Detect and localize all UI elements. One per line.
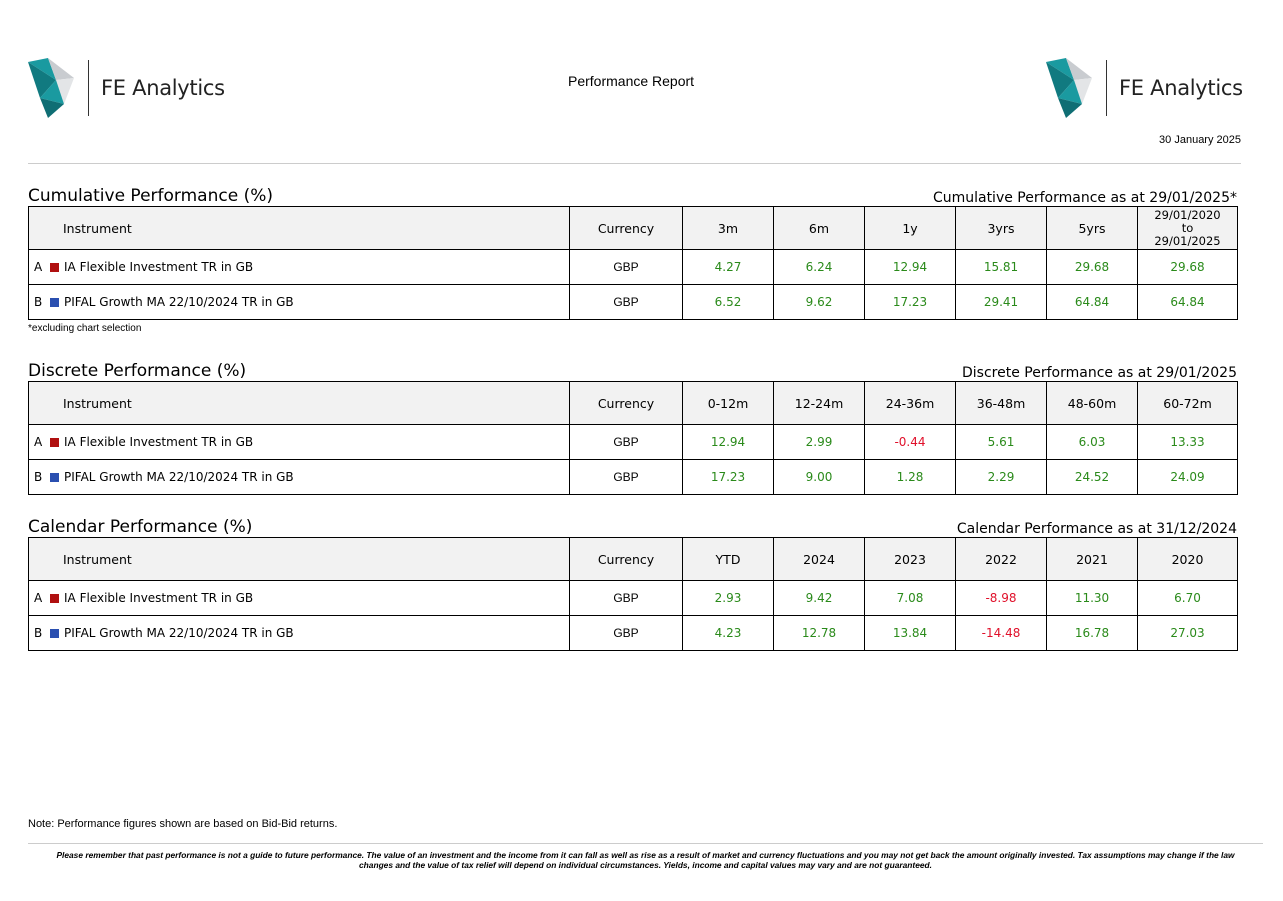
value-cell: 16.78 bbox=[1047, 616, 1138, 651]
col-period: 12-24m bbox=[774, 382, 865, 425]
section-title: Calendar Performance (%) bbox=[28, 517, 253, 537]
value-cell: 29.68 bbox=[1047, 250, 1138, 285]
value-cell: 13.33 bbox=[1138, 425, 1238, 460]
value-cell: 6.52 bbox=[683, 285, 774, 320]
brand-name: FE Analytics bbox=[1119, 76, 1243, 100]
section-as-at: Cumulative Performance as at 29/01/2025* bbox=[932, 190, 1237, 206]
brand-name: FE Analytics bbox=[101, 76, 225, 100]
col-period: 0-12m bbox=[683, 382, 774, 425]
calendar-table bbox=[28, 537, 1238, 651]
value-cell: 15.81 bbox=[956, 250, 1047, 285]
value-cell: 2.93 bbox=[683, 581, 774, 616]
report-date: 30 January 2025 bbox=[1159, 134, 1241, 146]
col-period: 3yrs bbox=[956, 207, 1047, 250]
brand-logo-right bbox=[1044, 58, 1243, 118]
discrete-table bbox=[28, 381, 1238, 495]
col-currency: Currency bbox=[570, 207, 683, 250]
value-cell: 6.70 bbox=[1138, 581, 1238, 616]
table-header-row bbox=[29, 538, 1238, 581]
table-row bbox=[29, 616, 1238, 651]
instrument-name: IA Flexible Investment TR in GB bbox=[64, 591, 254, 605]
value-cell: 2.29 bbox=[956, 460, 1047, 495]
series-color-swatch bbox=[50, 298, 59, 307]
value-cell: 27.03 bbox=[1138, 616, 1238, 651]
fe-analytics-logo-icon bbox=[26, 58, 78, 118]
col-instrument: Instrument bbox=[29, 207, 570, 250]
brand-logo-left bbox=[26, 58, 225, 118]
instrument-cell bbox=[29, 581, 570, 616]
value-cell: 7.08 bbox=[865, 581, 956, 616]
disclaimer-line-1: Please remember that past performance is not a guide to future performance. The value of an investment and the income from it can fall as well as rise as a result of market and currency fluctuations and you may not get back the amount originally invested. Tax assumptions may change if the law bbox=[56, 850, 1235, 860]
value-cell: 13.84 bbox=[865, 616, 956, 651]
instrument-cell bbox=[29, 425, 570, 460]
discrete-section bbox=[28, 361, 1237, 495]
table-row bbox=[29, 250, 1238, 285]
col-instrument: Instrument bbox=[29, 538, 570, 581]
table-row bbox=[29, 460, 1238, 495]
instrument-name: PIFAL Growth MA 22/10/2024 TR in GB bbox=[64, 470, 294, 484]
report-title: Performance Report bbox=[568, 73, 695, 89]
col-instrument: Instrument bbox=[29, 382, 570, 425]
value-cell: -0.44 bbox=[865, 425, 956, 460]
value-cell: 5.61 bbox=[956, 425, 1047, 460]
currency-cell: GBP bbox=[570, 616, 683, 651]
col-period: 2022 bbox=[956, 538, 1047, 581]
value-cell: 6.03 bbox=[1047, 425, 1138, 460]
col-period: 1y bbox=[865, 207, 956, 250]
instrument-cell bbox=[29, 616, 570, 651]
table-header-row bbox=[29, 382, 1238, 425]
value-cell: 4.27 bbox=[683, 250, 774, 285]
col-period: 5yrs bbox=[1047, 207, 1138, 250]
header-divider bbox=[28, 163, 1241, 164]
col-period: 36-48m bbox=[956, 382, 1047, 425]
logo-divider bbox=[88, 60, 89, 116]
col-period: 48-60m bbox=[1047, 382, 1138, 425]
instrument-cell bbox=[29, 460, 570, 495]
series-letter: B bbox=[34, 470, 43, 484]
series-letter: A bbox=[34, 260, 43, 274]
col-period: 24-36m bbox=[865, 382, 956, 425]
currency-cell: GBP bbox=[570, 460, 683, 495]
table-row bbox=[29, 285, 1238, 320]
instrument-cell bbox=[29, 250, 570, 285]
footer-divider bbox=[28, 843, 1263, 844]
value-cell: 29.68 bbox=[1138, 250, 1238, 285]
value-cell: 24.09 bbox=[1138, 460, 1238, 495]
value-cell: 9.42 bbox=[774, 581, 865, 616]
value-cell: -14.48 bbox=[956, 616, 1047, 651]
col-period: 2021 bbox=[1047, 538, 1138, 581]
value-cell: 1.28 bbox=[865, 460, 956, 495]
col-period: 6m bbox=[774, 207, 865, 250]
custom-period-from: 29/01/2020 bbox=[1154, 207, 1221, 222]
value-cell: 12.94 bbox=[865, 250, 956, 285]
value-cell: 17.23 bbox=[865, 285, 956, 320]
value-cell: 9.00 bbox=[774, 460, 865, 495]
col-period: 2024 bbox=[774, 538, 865, 581]
value-cell: 4.23 bbox=[683, 616, 774, 651]
instrument-name: IA Flexible Investment TR in GB bbox=[64, 260, 254, 274]
series-color-swatch bbox=[50, 438, 59, 447]
value-cell: 6.24 bbox=[774, 250, 865, 285]
series-letter: B bbox=[34, 626, 43, 640]
table-row bbox=[29, 425, 1238, 460]
value-cell: 11.30 bbox=[1047, 581, 1138, 616]
table-header-row bbox=[29, 207, 1238, 250]
section-title: Discrete Performance (%) bbox=[28, 361, 247, 381]
currency-cell: GBP bbox=[570, 581, 683, 616]
fe-analytics-logo-icon bbox=[1044, 58, 1096, 118]
value-cell: 12.94 bbox=[683, 425, 774, 460]
section-as-at: Calendar Performance as at 31/12/2024 bbox=[956, 521, 1237, 537]
logo-divider bbox=[1106, 60, 1107, 116]
series-letter: A bbox=[34, 591, 43, 605]
value-cell: 64.84 bbox=[1138, 285, 1238, 320]
col-currency: Currency bbox=[570, 382, 683, 425]
col-period: 3m bbox=[683, 207, 774, 250]
value-cell: 12.78 bbox=[774, 616, 865, 651]
value-cell: -8.98 bbox=[956, 581, 1047, 616]
series-color-swatch bbox=[50, 629, 59, 638]
series-color-swatch bbox=[50, 594, 59, 603]
table-row bbox=[29, 581, 1238, 616]
instrument-name: PIFAL Growth MA 22/10/2024 TR in GB bbox=[64, 626, 294, 640]
disclaimer-line-2: changes and the value of tax relief will depend on individual circumstances. Yields, income and capital values may vary and are not guaranteed. bbox=[359, 859, 932, 870]
returns-note: Note: Performance figures shown are based on Bid-Bid returns. bbox=[28, 818, 338, 830]
currency-cell: GBP bbox=[570, 425, 683, 460]
cumulative-section bbox=[28, 186, 1237, 334]
cumulative-table bbox=[28, 206, 1238, 320]
series-letter: A bbox=[34, 435, 43, 449]
section-as-at: Discrete Performance as at 29/01/2025 bbox=[962, 365, 1237, 381]
footnote: *excluding chart selection bbox=[28, 323, 142, 334]
col-period: 2020 bbox=[1138, 538, 1238, 581]
section-title: Cumulative Performance (%) bbox=[28, 186, 273, 206]
value-cell: 24.52 bbox=[1047, 460, 1138, 495]
col-currency: Currency bbox=[570, 538, 683, 581]
col-period: 2023 bbox=[865, 538, 956, 581]
value-cell: 2.99 bbox=[774, 425, 865, 460]
col-period: 60-72m bbox=[1138, 382, 1238, 425]
currency-cell: GBP bbox=[570, 285, 683, 320]
series-color-swatch bbox=[50, 263, 59, 272]
custom-period-to-word: to bbox=[1181, 220, 1194, 235]
instrument-cell bbox=[29, 285, 570, 320]
instrument-name: PIFAL Growth MA 22/10/2024 TR in GB bbox=[64, 295, 294, 309]
calendar-section bbox=[28, 517, 1237, 651]
custom-period-to: 29/01/2025 bbox=[1154, 233, 1221, 248]
series-color-swatch bbox=[50, 473, 59, 482]
disclaimer bbox=[28, 851, 1263, 870]
col-period: YTD bbox=[683, 538, 774, 581]
value-cell: 17.23 bbox=[683, 460, 774, 495]
col-custom-period bbox=[1138, 207, 1238, 250]
value-cell: 64.84 bbox=[1047, 285, 1138, 320]
instrument-name: IA Flexible Investment TR in GB bbox=[64, 435, 254, 449]
series-letter: B bbox=[34, 295, 43, 309]
currency-cell: GBP bbox=[570, 250, 683, 285]
value-cell: 29.41 bbox=[956, 285, 1047, 320]
value-cell: 9.62 bbox=[774, 285, 865, 320]
